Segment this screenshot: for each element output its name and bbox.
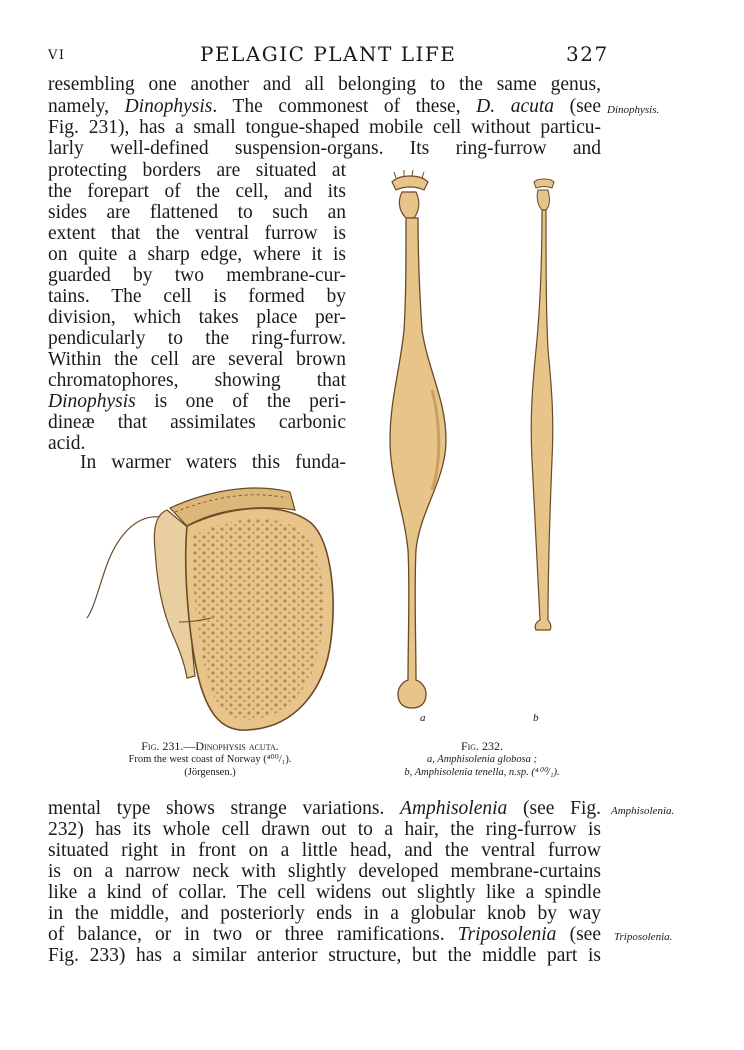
text-line: division, which takes place per- bbox=[48, 307, 346, 328]
text-line: chromatophores, showing that bbox=[48, 370, 346, 391]
amphisolenia-globosa-drawing bbox=[390, 170, 446, 708]
text-line: situated right in front on a little head, and the ventral furrow bbox=[48, 840, 601, 861]
text-line: the forepart of the cell, and its bbox=[48, 181, 346, 202]
text-line: mental type shows strange variations. Amphisolenia (see Fig. bbox=[48, 798, 602, 819]
text-line: resembling one another and all belonging to the same genus, bbox=[48, 74, 601, 95]
text-line: 232) has its whole cell drawn out to a hair, the ring-furrow is bbox=[48, 819, 601, 840]
figure-232-line-a: a, Amphisolenia globosa ; bbox=[426, 754, 538, 765]
figure-232-caption bbox=[372, 740, 592, 779]
text-line: of balance, or in two or three ramifications. Triposolenia (see bbox=[48, 924, 601, 945]
text-line: Dinophysis is one of the peri- bbox=[48, 391, 346, 412]
text-line: Within the cell are several brown bbox=[48, 349, 346, 370]
section-numeral: VI bbox=[48, 48, 66, 63]
figure-231-dinophysis bbox=[75, 470, 345, 740]
page-number: 327 bbox=[566, 42, 609, 66]
figure-232-label-b: b bbox=[533, 712, 539, 724]
text-line: In warmer waters this funda- bbox=[80, 452, 346, 473]
text-line: guarded by two membrane-cur- bbox=[48, 265, 346, 286]
figure-231-caption bbox=[70, 740, 350, 779]
figure-232-label-a: a bbox=[420, 712, 426, 724]
text-line: in the middle, and posteriorly ends in a globular knob by way bbox=[48, 903, 601, 924]
sidenote-dinophysis: Dinophysis. bbox=[607, 104, 660, 116]
text-line: protecting borders are situated at bbox=[48, 160, 346, 181]
text-line: extent that the ventral furrow is bbox=[48, 223, 346, 244]
figure-231-author: (Jörgensen.) bbox=[184, 767, 236, 778]
running-title: PELAGIC PLANT LIFE bbox=[200, 42, 457, 66]
text-line: dineæ that assimilates carbonic bbox=[48, 412, 346, 433]
figure-231-source: From the west coast of Norway (⁴⁰⁰/₁). bbox=[128, 754, 292, 765]
sidenote-triposolenia: Triposolenia. bbox=[614, 931, 673, 943]
text-line: sides are flattened to such an bbox=[48, 202, 346, 223]
text-line: is on a narrow neck with slightly developed membrane-curtains bbox=[48, 861, 601, 882]
text-line: on quite a sharp edge, where it is bbox=[48, 244, 346, 265]
text-line: larly well-defined suspension-organs. Its ring-furrow and bbox=[48, 138, 601, 159]
text-line: Fig. 231), has a small tongue-shaped mobile cell without particu- bbox=[48, 117, 601, 138]
text-line: acid. bbox=[48, 433, 86, 454]
figure-231-title: Fig. 231.—Dinophysis acuta. bbox=[141, 739, 279, 753]
sidenote-amphisolenia: Amphisolenia. bbox=[611, 805, 675, 817]
text-line: Fig. 233) has a similar anterior structure, but the middle part is bbox=[48, 945, 601, 966]
text-line: like a kind of collar. The cell widens out slightly like a spindle bbox=[48, 882, 601, 903]
text-line: namely, Dinophysis. The commonest of these, D. acuta (see bbox=[48, 96, 601, 117]
text-line: pendicularly to the ring-furrow. bbox=[48, 328, 346, 349]
amphisolenia-tenella-drawing bbox=[531, 179, 554, 630]
figure-232-line-b: b, Amphisolenia tenella, n.sp. (⁴⁰⁰/₁). bbox=[404, 767, 560, 778]
figure-232-title: Fig. 232. bbox=[460, 739, 504, 753]
text-line: tains. The cell is formed by bbox=[48, 286, 346, 307]
figure-232-amphisolenia bbox=[380, 170, 560, 710]
